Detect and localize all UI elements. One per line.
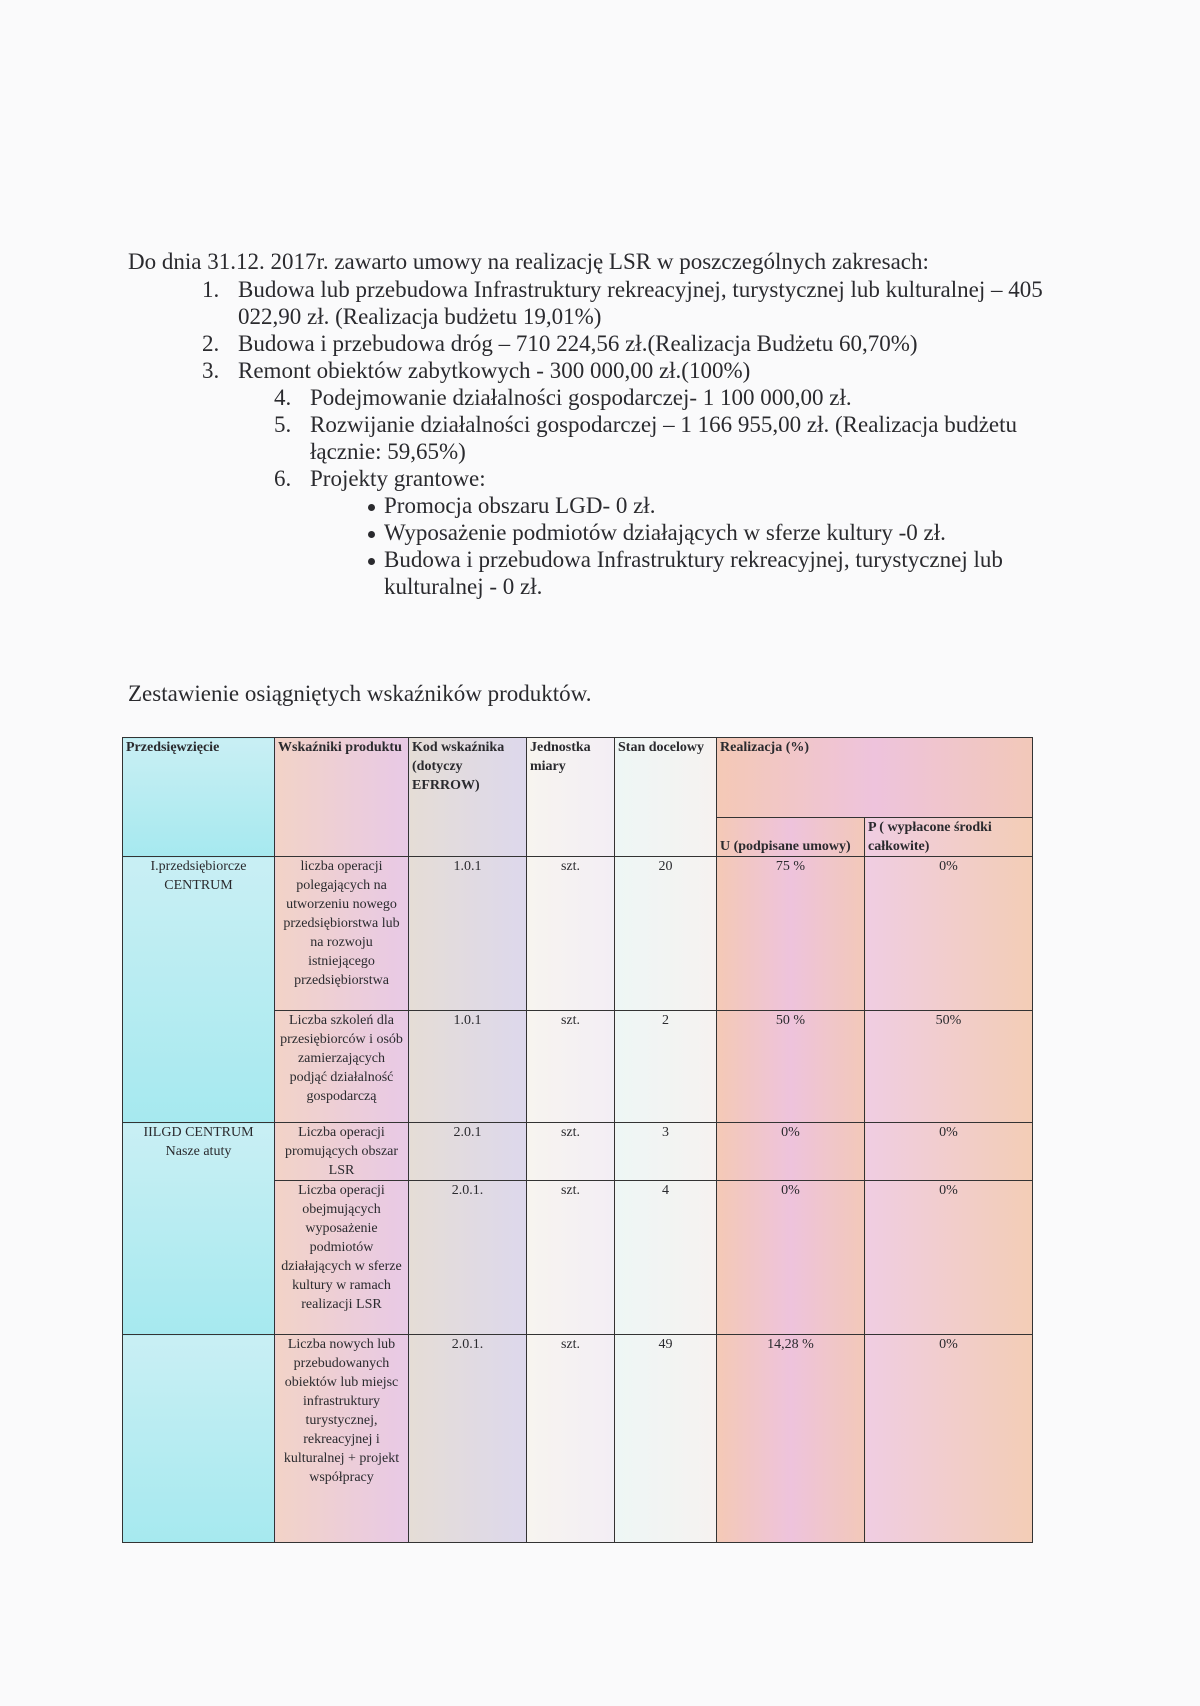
bullet-icon	[368, 531, 375, 538]
list-text: Podejmowanie działalności gospodarczej- 1 100 000,00 zł.	[310, 385, 852, 410]
cell-p: 0%	[865, 857, 1033, 1011]
header-p-paid: P ( wypłacone środki całkowite)	[865, 818, 1033, 857]
list-item	[128, 330, 1088, 357]
list-item	[128, 411, 1088, 465]
cell-indicator: Liczba szkoleń dla przesiębiorców i osób zamierzających podjąć działalność gospodarczą	[275, 1011, 409, 1123]
cell-indicator: liczba operacji polegających na utworzeniu nowego przedsiębiorstwa lub na rozwoju istniejącego przedsiębiorstwa	[275, 857, 409, 1011]
intro-section	[128, 248, 1088, 600]
cell-p: 0%	[865, 1123, 1033, 1181]
bullet-text: Wyposażenie podmiotów działających w sferze kultury -0 zł.	[384, 520, 946, 545]
list-item	[128, 384, 1088, 411]
cell-p: 0%	[865, 1181, 1033, 1335]
header-realization: Realizacja (%)	[717, 738, 1033, 818]
cell-u: 0%	[717, 1181, 865, 1335]
header-undertaking: Przedsięwzięcie	[123, 738, 275, 857]
cell-unit: szt.	[527, 1181, 615, 1335]
cell-target: 2	[615, 1011, 717, 1123]
cell-p: 0%	[865, 1335, 1033, 1543]
table-row	[123, 1123, 1033, 1181]
list-number: 5.	[274, 412, 292, 437]
cell-unit: szt.	[527, 1011, 615, 1123]
list-number: 1.	[202, 277, 220, 302]
bullet-item	[128, 519, 1088, 546]
header-unit: Jednostka miary	[527, 738, 615, 857]
indicators-table	[122, 737, 1033, 1543]
cell-target: 4	[615, 1181, 717, 1335]
cell-p: 50%	[865, 1011, 1033, 1123]
list-number: 2.	[202, 331, 220, 356]
cell-indicator: Liczba nowych lub przebudowanych obiektów lub miejsc infrastruktury turystycznej, rekreacyjnej i kulturalnej + projekt współpracy	[275, 1335, 409, 1543]
contracts-list	[128, 276, 1088, 492]
cell-unit: szt.	[527, 1335, 615, 1543]
cell-code: 2.0.1.	[409, 1335, 527, 1543]
list-text: Budowa i przebudowa dróg – 710 224,56 zł.(Realizacja Budżetu 60,70%)	[238, 331, 918, 356]
cell-code: 1.0.1	[409, 857, 527, 1011]
cell-target: 49	[615, 1335, 717, 1543]
intro-lead: Do dnia 31.12. 2017r. zawarto umowy na realizację LSR w poszczególnych zakresach:	[128, 249, 929, 274]
bullet-item	[128, 546, 1088, 600]
cell-unit: szt.	[527, 1123, 615, 1181]
cell-undertaking: I.przedsiębiorcze CENTRUM	[123, 857, 275, 1123]
list-text: Projekty grantowe:	[310, 466, 486, 491]
list-item	[128, 465, 1088, 492]
list-number: 4.	[274, 385, 292, 410]
list-text: Rozwijanie działalności gospodarczej – 1 166 955,00 zł. (Realizacja budżetu łącznie: 59,65%)	[310, 412, 1018, 464]
bullet-icon	[368, 504, 375, 511]
table-row	[123, 857, 1033, 1011]
header-code: Kod wskaźnika (dotyczy EFRROW)	[409, 738, 527, 857]
cell-u: 75 %	[717, 857, 865, 1011]
cell-target: 20	[615, 857, 717, 1011]
list-number: 6.	[274, 466, 292, 491]
cell-code: 2.0.1	[409, 1123, 527, 1181]
header-indicators: Wskaźniki produktu	[275, 738, 409, 857]
list-text: Remont obiektów zabytkowych - 300 000,00 zł.(100%)	[238, 358, 751, 383]
bullet-text: Promocja obszaru LGD- 0 zł.	[384, 493, 656, 518]
cell-undertaking: IILGD CENTRUM Nasze atuty	[123, 1123, 275, 1335]
cell-u: 50 %	[717, 1011, 865, 1123]
list-item	[128, 276, 1088, 330]
list-text: Budowa lub przebudowa Infrastruktury rekreacyjnej, turystycznej lub kulturalnej – 405 022,90 zł. (Realizacja budżetu 19,01%)	[238, 277, 1043, 329]
cell-indicator: Liczba operacji obejmujących wyposażenie podmiotów działających w sferze kultury w ramach realizacji LSR	[275, 1181, 409, 1335]
cell-code: 1.0.1	[409, 1011, 527, 1123]
bullet-text: Budowa i przebudowa Infrastruktury rekreacyjnej, turystycznej lub kulturalnej - 0 zł.	[384, 547, 1003, 599]
cell-unit: szt.	[527, 857, 615, 1011]
cell-code: 2.0.1.	[409, 1181, 527, 1335]
cell-indicator: Liczba operacji promujących obszar LSR	[275, 1123, 409, 1181]
header-u-signed: U (podpisane umowy)	[717, 818, 865, 857]
cell-u: 0%	[717, 1123, 865, 1181]
grant-projects-list	[128, 492, 1088, 600]
list-item	[128, 357, 1088, 384]
cell-target: 3	[615, 1123, 717, 1181]
bullet-icon	[368, 558, 375, 565]
section-title: Zestawienie osiągniętych wskaźników produktów.	[128, 681, 592, 706]
table-row	[123, 1335, 1033, 1543]
cell-undertaking	[123, 1335, 275, 1543]
header-target: Stan docelowy	[615, 738, 717, 857]
table-header-row	[123, 738, 1033, 818]
cell-u: 14,28 %	[717, 1335, 865, 1543]
list-number: 3.	[202, 358, 220, 383]
bullet-item	[128, 492, 1088, 519]
